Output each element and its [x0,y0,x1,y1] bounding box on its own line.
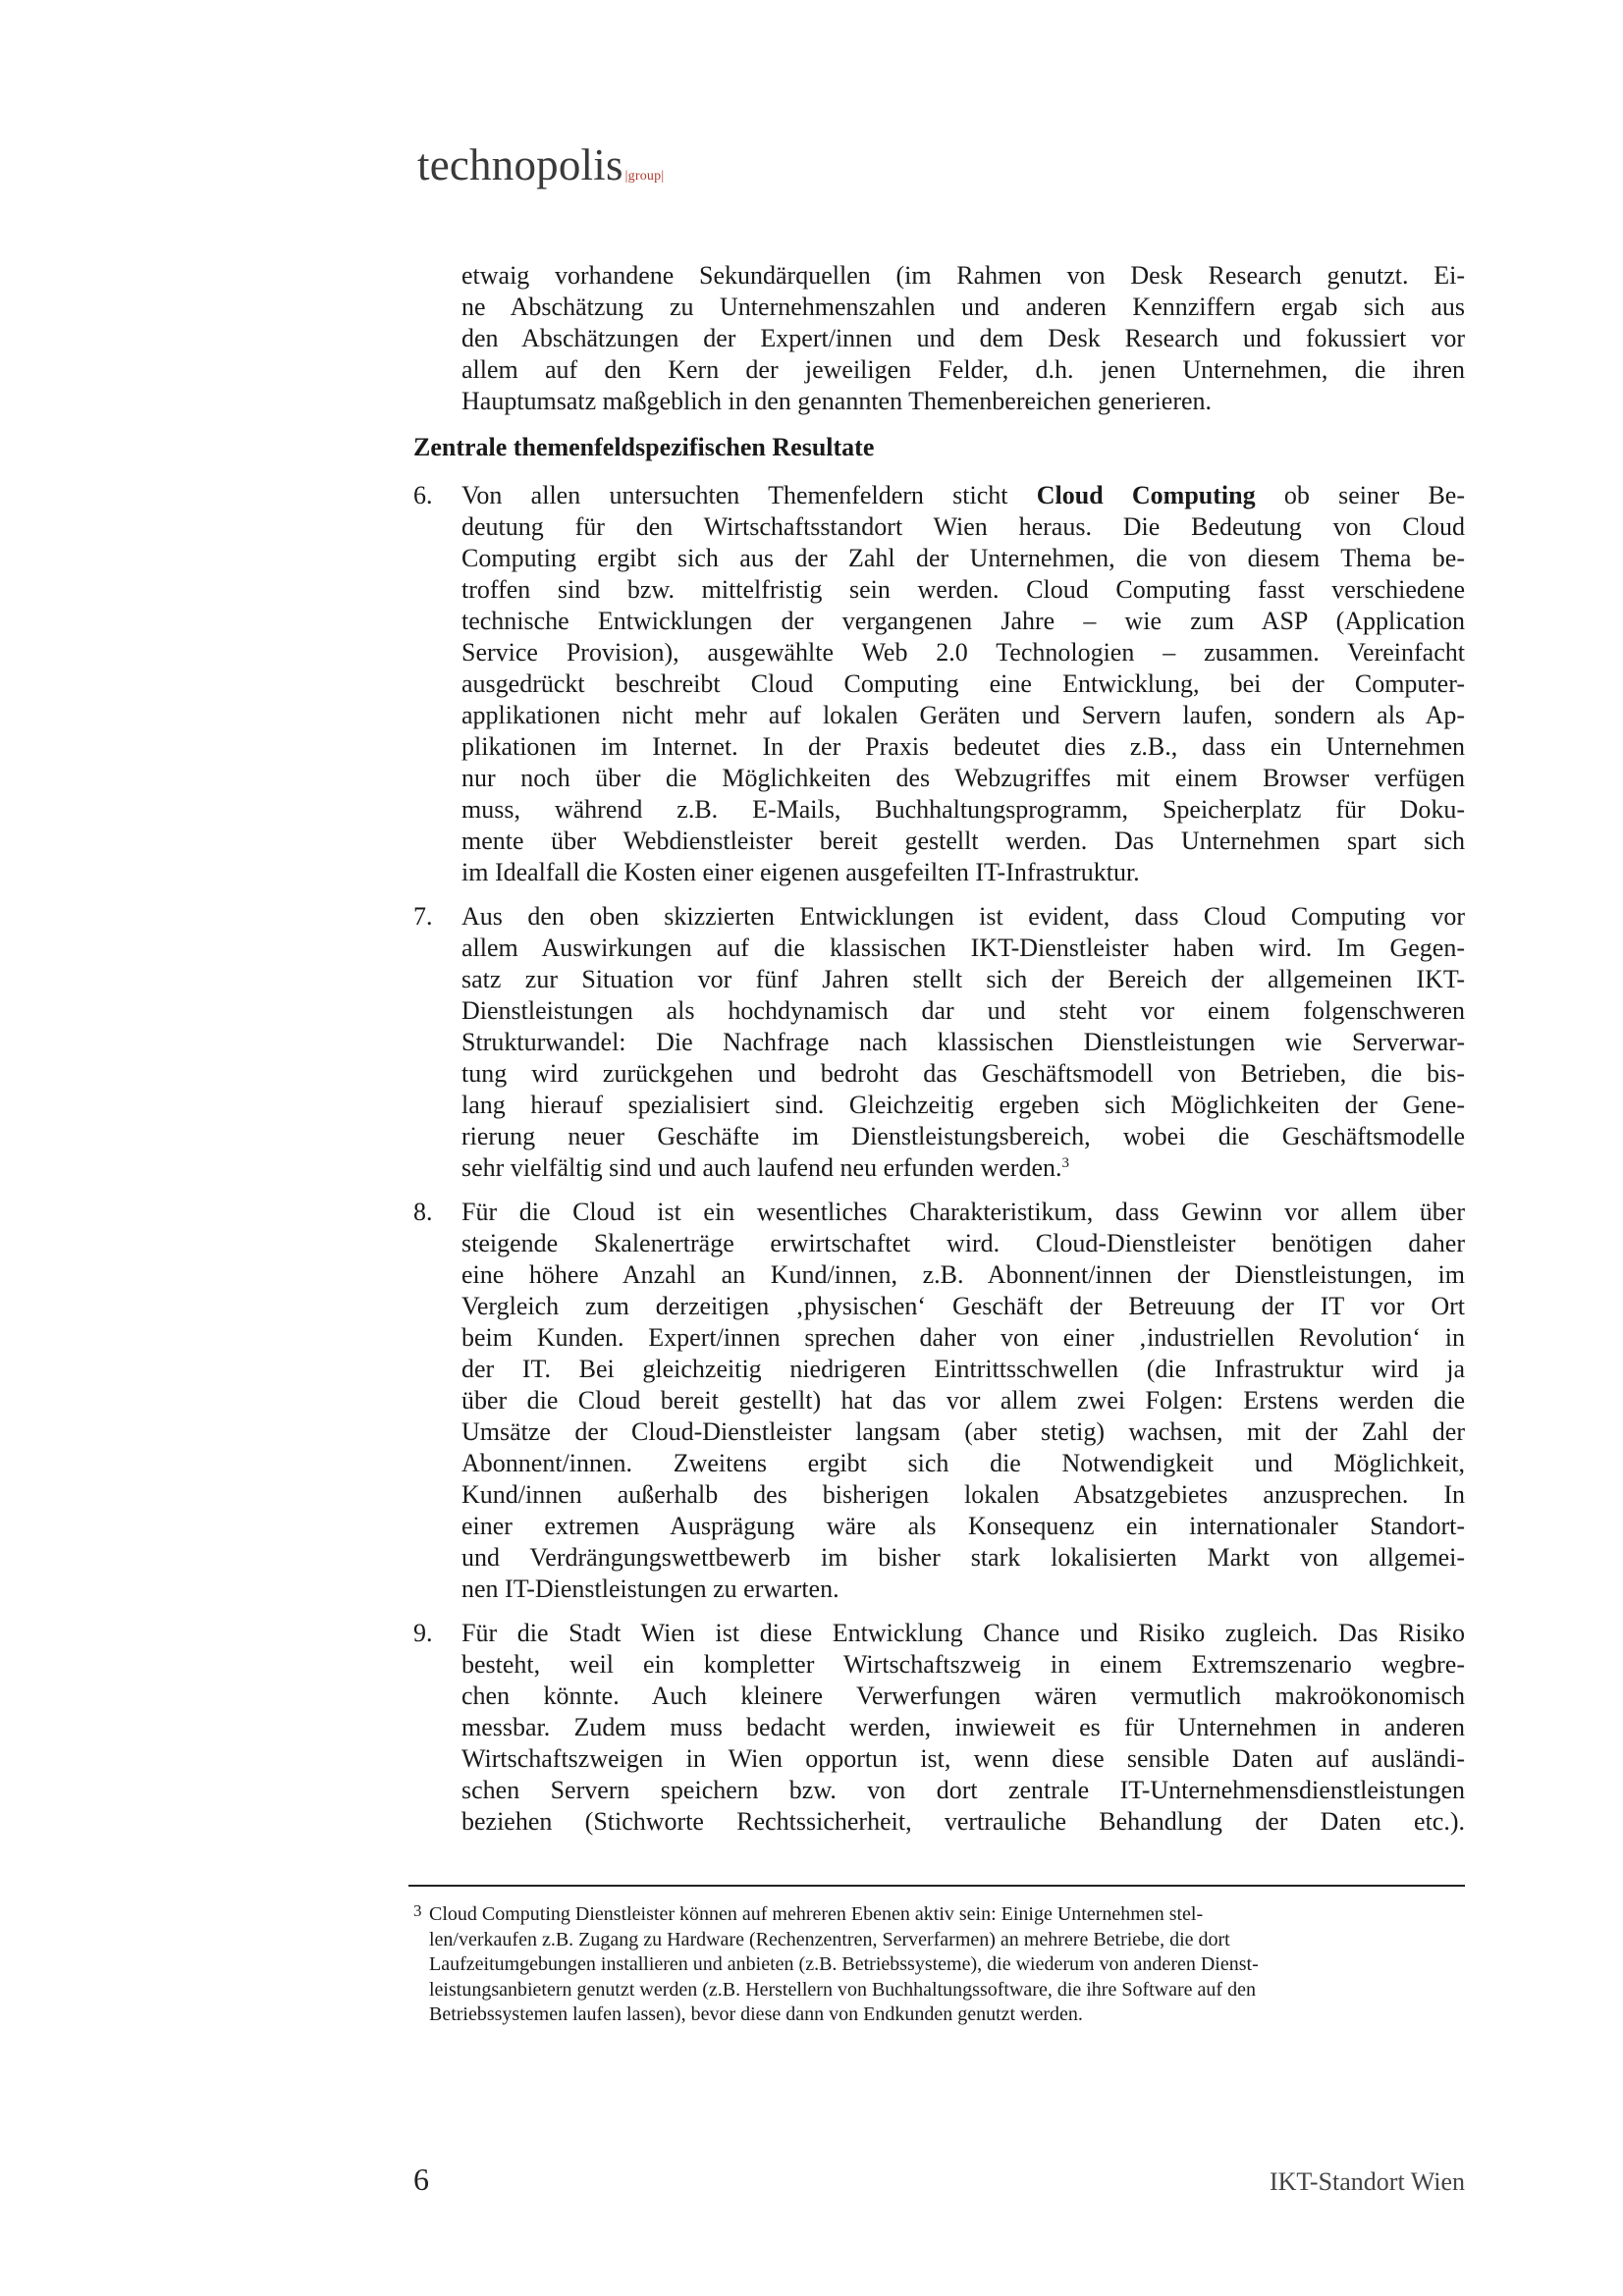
text-line: nur noch über die Möglichkeiten des Webzugriffes mit einem Browser verfügen [461,764,1465,792]
text-line: applikationen nicht mehr auf lokalen Geräten und Servern laufen, sondern als Ap- [461,701,1465,729]
intro-paragraph [413,260,1465,417]
text-line: technische Entwicklungen der vergangenen Jahre – wie zum ASP (Application [461,607,1465,635]
text-line: troffen sind bzw. mittelfristig sein werden. Cloud Computing fasst verschiedene [461,575,1465,604]
footer-document-title: IKT-Standort Wien [1270,2167,1465,2196]
text-line: beziehen (Stichworte Rechtssicherheit, vertrauliche Behandlung der Daten etc.). [461,1807,1465,1836]
text-line: den Abschätzungen der Expert/innen und dem Desk Research und fokussiert vor [461,324,1465,352]
text-segment: sehr vielfältig sind und auch laufend neu erfunden werden. [461,1153,1062,1182]
text-line: Laufzeitumgebungen installieren und anbieten (z.B. Betriebssysteme), die wiederum von anderen Dienst- [429,1953,1259,1975]
text-line: deutung für den Wirtschaftsstandort Wien heraus. Die Bedeutung von Cloud [461,512,1465,541]
text-line: Strukturwandel: Die Nachfrage nach klassischen Dienstleistungen wie Serverwar- [461,1028,1465,1056]
footnote-reference: 3 [1061,1155,1070,1171]
text-line: Abonnent/innen. Zweitens ergibt sich die Notwendigkeit und Möglichkeit, [461,1449,1465,1477]
text-line: und Verdrängungswettbewerb im bisher stark lokalisierten Markt von allgemei- [461,1543,1465,1572]
text-segment: ob seiner Be- [1255,481,1465,509]
text-line: Kund/innen außerhalb des bisherigen lokalen Absatzgebietes anzusprechen. In [461,1480,1465,1509]
text-line: Für die Stadt Wien ist diese Entwicklung Chance und Risiko zugleich. Das Risiko [461,1619,1465,1647]
bold-term: Cloud Computing [1036,481,1256,509]
footnote-divider [408,1885,1465,1887]
text-line: messbar. Zudem muss bedacht werden, inwieweit es für Unternehmen in anderen [461,1713,1465,1741]
text-line: der IT. Bei gleichzeitig niedrigeren Eintrittsschwellen (die Infrastruktur wird ja [461,1355,1465,1383]
logo-group-label: |group| [624,169,665,184]
text-line: Wirtschaftszweigen in Wien opportun ist, wenn diese sensible Daten auf ausländi- [461,1744,1465,1773]
text-line: einer extremen Ausprägung wäre als Konsequenz ein internationaler Standort- [461,1512,1465,1540]
text-line: eine höhere Anzahl an Kund/innen, z.B. Abonnent/innen der Dienstleistungen, im [461,1260,1465,1289]
item-number: 8. [413,1198,433,1226]
text-line: allem Auswirkungen auf die klassischen IKT-Dienstleister haben wird. Im Gegen- [461,934,1465,962]
text-line: steigende Skalenerträge erwirtschaftet wird. Cloud-Dienstleister benötigen daher [461,1229,1465,1257]
text-line [461,480,1465,511]
text-line: Für die Cloud ist ein wesentliches Charakteristikum, dass Gewinn vor allem über [461,1198,1465,1226]
text-line: Service Provision), ausgewählte Web 2.0 Technologien – zusammen. Vereinfacht [461,638,1465,667]
page-number: 6 [413,2162,429,2197]
list-item [413,480,1465,888]
text-line: ne Abschätzung zu Unternehmenszahlen und anderen Kennziffern ergab sich aus [461,293,1465,321]
text-line: etwaig vorhandene Sekundärquellen (im Rahmen von Desk Research genutzt. Ei- [461,261,1465,290]
text-line: Betriebssystemen laufen lassen), bevor diese dann von Endkunden genutzt werden. [429,2003,1083,2025]
list-item [413,901,1465,1184]
logo-wordmark: technopolis [417,140,623,189]
item-number: 7. [413,902,433,931]
text-line: Vergleich zum derzeitigen ‚physischen‘ Geschäft der Betreuung der IT vor Ort [461,1292,1465,1320]
section-heading: Zentrale themenfeldspezifischen Resultate [413,433,875,461]
text-line: satz zur Situation vor fünf Jahren stellt sich der Bereich der allgemeinen IKT- [461,965,1465,993]
text-line: ausgedrückt beschreibt Cloud Computing eine Entwicklung, bei der Computer- [461,669,1465,698]
text-line: allem auf den Kern der jeweiligen Felder, d.h. jenen Unternehmen, die ihren [461,355,1465,384]
text-line: muss, während z.B. E-Mails, Buchhaltungsprogramm, Speicherplatz für Doku- [461,795,1465,824]
text-line: Computing ergibt sich aus der Zahl der Unternehmen, die von diesem Thema be- [461,544,1465,572]
text-line: im Idealfall die Kosten einer eigenen ausgefeilten IT-Infrastruktur. [461,858,1140,886]
text-line: beim Kunden. Expert/innen sprechen daher von einer ‚industriellen Revolution‘ in [461,1323,1465,1352]
text-line: Aus den oben skizzierten Entwicklungen ist evident, dass Cloud Computing vor [461,902,1465,931]
item-number: 6. [413,481,433,509]
text-line: mente über Webdienstleister bereit gestellt werden. Das Unternehmen spart sich [461,827,1465,855]
text-line: lang hierauf spezialisiert sind. Gleichzeitig ergeben sich Möglichkeiten der Gene- [461,1091,1465,1119]
technopolis-logo [417,139,664,202]
text-line: chen könnte. Auch kleinere Verwerfungen wären vermutlich makroökonomisch [461,1682,1465,1710]
numbered-list [413,480,1465,1838]
list-item [413,1618,1465,1838]
text-line: Umsätze der Cloud-Dienstleister langsam (aber stetig) wachsen, mit der Zahl der [461,1417,1465,1446]
text-line: plikationen im Internet. In der Praxis bedeutet dies z.B., dass ein Unternehmen [461,732,1465,761]
main-content [413,260,1465,1838]
text-line: len/verkaufen z.B. Zugang zu Hardware (Rechenzentren, Serverfarmen) an mehrere Betriebe, die dort [429,1928,1230,1950]
text-line [461,1152,1465,1184]
text-line: nen IT-Dienstleistungen zu erwarten. [461,1575,839,1603]
text-line: tung wird zurückgehen und bedroht das Geschäftsmodell von Betrieben, die bis- [461,1059,1465,1088]
text-line: Dienstleistungen als hochdynamisch dar und steht vor einem folgenschweren [461,996,1465,1025]
text-line: schen Servern speichern bzw. von dort zentrale IT-Unternehmensdienstleistungen [461,1776,1465,1804]
item-number: 9. [413,1619,433,1647]
text-line: leistungsanbietern genutzt werden (z.B. Herstellern von Buchhaltungssoftware, die ihre Software auf den [429,1978,1256,2001]
text-line: besteht, weil ein kompletter Wirtschaftszweig in einem Extremszenario wegbre- [461,1650,1465,1679]
footnote-marker: 3 [413,1901,422,1920]
text-segment: Von allen untersuchten Themenfeldern sticht [461,481,1037,509]
text-line: Hauptumsatz maßgeblich in den genannten Themenbereichen generieren. [461,387,1213,415]
text-line: Cloud Computing Dienstleister können auf mehreren Ebenen aktiv sein: Einige Unternehmen stel- [429,1903,1204,1925]
text-line: rierung neuer Geschäfte im Dienstleistungsbereich, wobei die Geschäftsmodelle [461,1122,1465,1150]
list-item [413,1197,1465,1605]
text-line: über die Cloud bereit gestellt) hat das vor allem zwei Folgen: Erstens werden die [461,1386,1465,1415]
footnote-text [429,1902,1465,2028]
